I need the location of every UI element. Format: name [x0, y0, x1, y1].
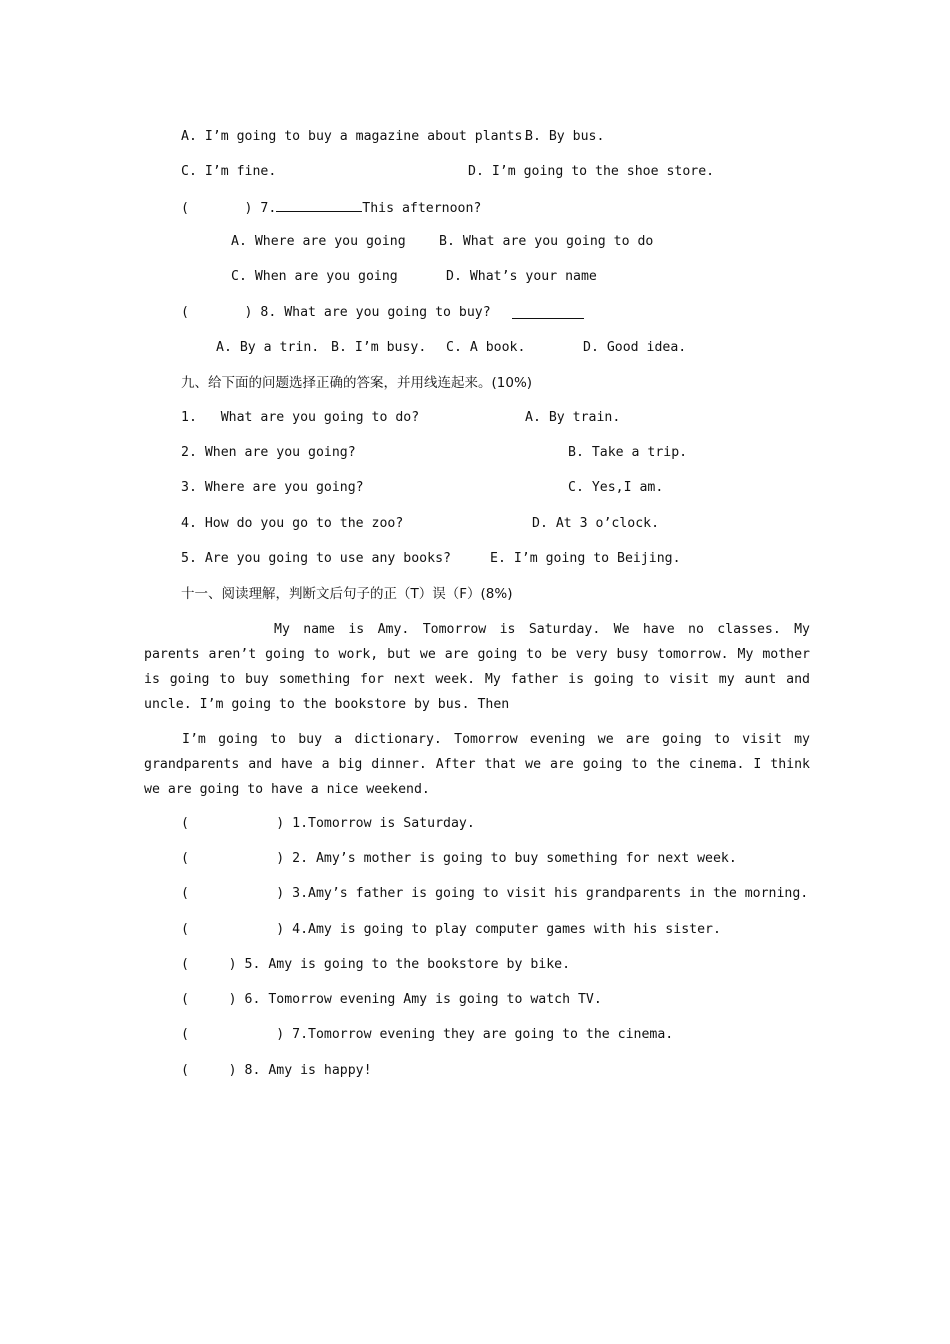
- q7-option-a: A. Where are you going: [231, 234, 406, 249]
- section9-question-3: 3. Where are you going?: [181, 480, 364, 495]
- q8-blank[interactable]: [512, 305, 584, 319]
- q6-option-b: B. By bus.: [525, 129, 605, 144]
- section9-answer-a: A. By train.: [525, 410, 621, 425]
- tf-item-1: ( ) 1.Tomorrow is Saturday.: [181, 816, 475, 831]
- tf-item-4: ( ) 4.Amy is going to play computer games with his sister.: [181, 922, 721, 937]
- q6-option-d: D. I’m going to the shoe store.: [468, 164, 715, 179]
- section9-question-5: 5. Are you going to use any books?: [181, 551, 451, 566]
- q8-option-c: C. A book.: [446, 340, 526, 355]
- q6-option-a: A. I’m going to buy a magazine about plants.: [181, 129, 531, 144]
- tf-item-6: ( ) 6. Tomorrow evening Amy is going to watch TV.: [181, 992, 602, 1007]
- section11-title: 十一、阅读理解，判断文后句子的正（T）误（F）(8%): [181, 586, 513, 602]
- tf-item-3: ( ) 3.Amy’s father is going to visit his grandparents in the morning.: [181, 886, 809, 901]
- section9-answer-b: B. Take a trip.: [568, 445, 688, 460]
- section9-question-2: 2. When are you going?: [181, 445, 356, 460]
- section9-question-1: 1. What are you going to do?: [181, 410, 420, 425]
- section9-title: 九、给下面的问题选择正确的答案，并用线连起来。(10%): [181, 375, 533, 391]
- reading-passage-paragraph-2: I’m going to buy a dictionary. Tomorrow evening we are going to visit my grandparents and have a big dinner. After that we are going to the cinema. I think we are going to have a nice weekend.: [144, 732, 810, 797]
- tf-item-8: ( ) 8. Amy is happy!: [181, 1063, 372, 1078]
- q7-option-d: D. What’s your name: [446, 269, 597, 284]
- q8-stem: ( ) 8. What are you going to buy?: [181, 305, 491, 320]
- section9-question-4: 4. How do you go to the zoo?: [181, 516, 404, 531]
- q6-option-c: C. I’m fine.: [181, 164, 277, 179]
- tf-item-7: ( ) 7.Tomorrow evening they are going to the cinema.: [181, 1027, 674, 1042]
- q7-stem-text: This afternoon?: [362, 201, 482, 216]
- q7-paren: ( ) 7.: [181, 201, 277, 216]
- section9-answer-c: C. Yes,I am.: [568, 480, 664, 495]
- reading-passage-paragraph-1: My name is Amy. Tomorrow is Saturday. We have no classes. My parents aren’t going to work, but we are going to be very busy tomorrow. My mother is going to buy something for next week. My father is going to visit my aunt and uncle. I’m going to the bookstore by bus. Then: [144, 622, 810, 712]
- q8-option-b: B. I’m busy.: [331, 340, 427, 355]
- q7-option-b: B. What are you going to do: [439, 234, 654, 249]
- section9-answer-d: D. At 3 o’clock.: [532, 516, 660, 531]
- q7-stem: [181, 198, 481, 218]
- q8-option-a: A. By a trin.: [216, 340, 320, 355]
- q8-option-d: D. Good idea.: [583, 340, 687, 355]
- tf-item-2: ( ) 2. Amy’s mother is going to buy something for next week.: [181, 851, 737, 866]
- q7-option-c: C. When are you going: [231, 269, 398, 284]
- q7-blank[interactable]: [276, 198, 362, 212]
- section9-answer-e: E. I’m going to Beijing.: [490, 551, 681, 566]
- tf-item-5: ( ) 5. Amy is going to the bookstore by bike.: [181, 957, 571, 972]
